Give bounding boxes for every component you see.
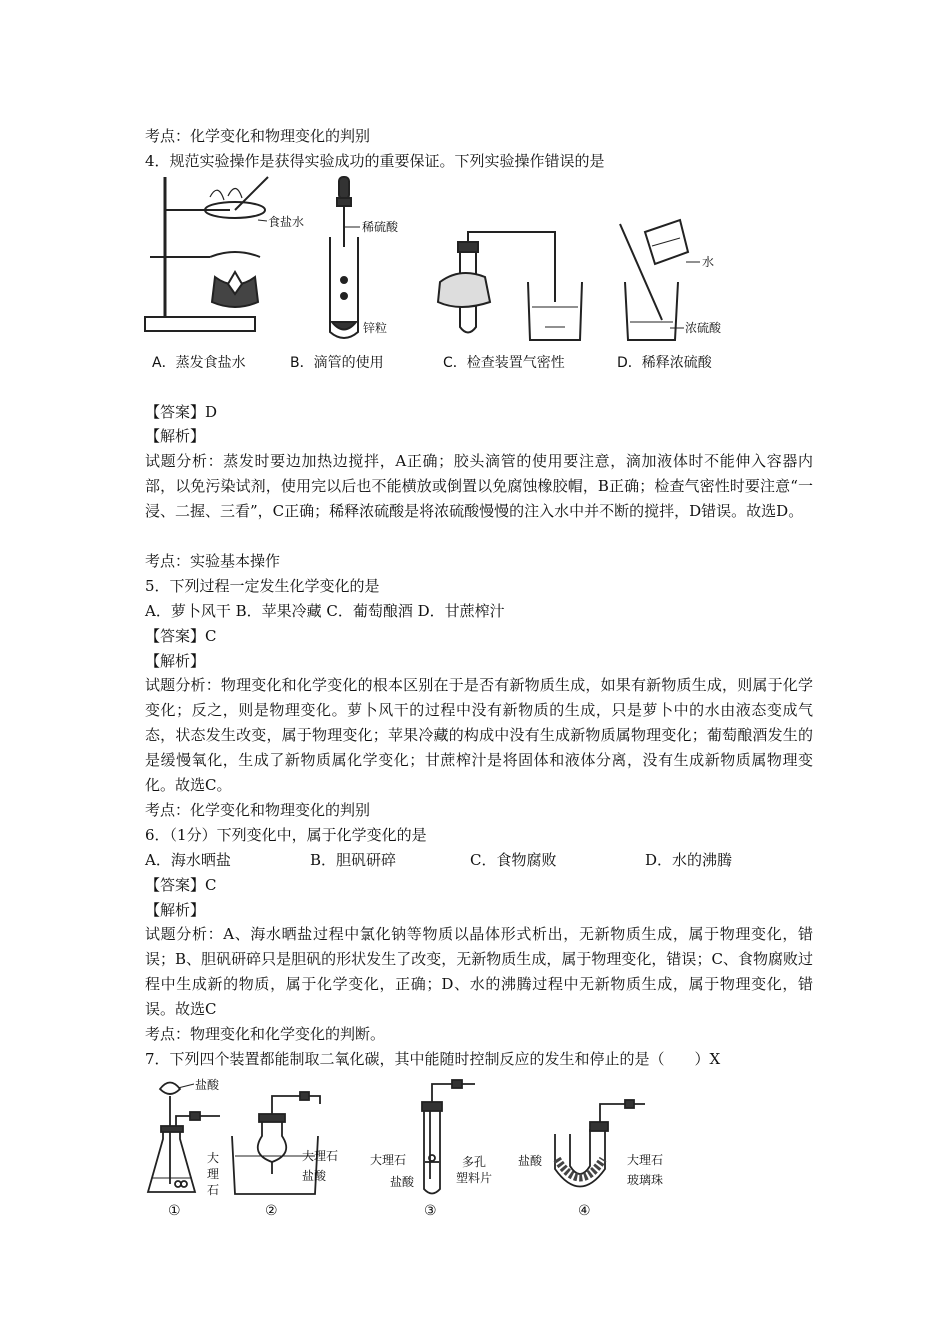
q4-stem: 4．规范实验操作是获得实验成功的重要保证。下列实验操作错误的是 bbox=[145, 152, 605, 170]
label-salt-water: 食盐水 bbox=[268, 215, 305, 229]
q4-analysis-title: 【解析】 bbox=[145, 427, 206, 445]
q4-option-d: D．稀释浓硫酸 bbox=[617, 355, 712, 371]
label-hcl-4: 盐酸 bbox=[518, 1154, 543, 1168]
q4-answer: 【答案】D bbox=[145, 403, 218, 421]
label-hcl-1: 盐酸 bbox=[195, 1078, 220, 1092]
q5-answer: 【答案】C bbox=[145, 627, 217, 645]
q4-option-b: B．滴管的使用 bbox=[290, 355, 384, 371]
label-porous-2: 塑料片 bbox=[456, 1171, 493, 1185]
q4-analysis: 试题分析：蒸发时要边加热边搅拌，A正确；胶头滴管的使用要注意，滴加液体时不能伸入容器内部，以免污染试剂，使用完以后也不能横放或倒置以免腐蚀橡胶帽，B正确；检查气密性时要注意“一浸、二握、三看”，C正确；稀释浓硫酸是将浓硫酸慢慢的注入水中并不断的搅拌，D错误。故选D。 bbox=[145, 452, 813, 520]
dilution-apparatus bbox=[620, 220, 688, 340]
q7-figure bbox=[140, 1074, 700, 1224]
label-marble-4: 大理石 bbox=[627, 1153, 664, 1167]
q7-caption-4: ④ bbox=[578, 1203, 591, 1219]
q7-caption-3: ③ bbox=[424, 1203, 437, 1219]
q6-stem: 6．（1分）下列变化中，属于化学变化的是 bbox=[145, 826, 427, 844]
q6-option-c: C．食物腐败 bbox=[470, 851, 557, 869]
label-marble-1b: 理 bbox=[207, 1167, 220, 1181]
label-conc-acid: 浓硫酸 bbox=[685, 321, 722, 335]
q5-analysis: 试题分析：物理变化和化学变化的根本区别在于是否有新物质生成，如果有新物质生成，则属于化学变化；反之，则是物理变化。萝卜风干的过程中没有新物质的生成，只是萝卜中的水由液态变成气态，状态发生改变，属于物理变化；苹果冷藏的构成中没有生成新物质属物理变化；葡萄酿酒发生的是缓慢氧化，生成了新物质属化学变化；甘蔗榨汁是将固体和液体分离，没有生成新物质属物理变化。故选C。 bbox=[145, 676, 813, 794]
q6-answer: 【答案】C bbox=[145, 876, 217, 894]
q6-analysis-title: 【解析】 bbox=[145, 901, 206, 919]
label-marble-1a: 大 bbox=[207, 1151, 220, 1165]
label-hcl-3: 盐酸 bbox=[390, 1175, 415, 1189]
q4-option-a: A．蒸发食盐水 bbox=[152, 355, 246, 371]
q6-option-b: B．胆矾研碎 bbox=[310, 851, 397, 869]
q5-kaodian: 考点：化学变化和物理变化的判别 bbox=[145, 801, 371, 819]
q5-stem: 5．下列过程一定发生化学变化的是 bbox=[145, 577, 380, 595]
label-marble-2: 大理石 bbox=[302, 1149, 339, 1163]
q7-stem: 7．下列四个装置都能制取二氧化碳，其中能随时控制反应的发生和停止的是（ ）X bbox=[145, 1050, 721, 1068]
label-porous-1: 多孔 bbox=[462, 1155, 487, 1169]
q4-figure bbox=[140, 172, 740, 344]
q6-analysis: 试题分析：A、海水晒盐过程中氯化钠等物质以晶体形式析出，无新物质生成，属于物理变化，错误；B、胆矾研碎只是胆矾的形状发生了改变，无新物质生成，属于物理变化，错误；C、食物腐败过程中生成新的物质，属于化学变化，正确；D、水的沸腾过程中无新物质生成，属于物理变化，错误。故选C bbox=[145, 925, 813, 1018]
airtightness-apparatus bbox=[438, 232, 582, 340]
label-water: 水 bbox=[702, 255, 715, 269]
label-hcl-2: 盐酸 bbox=[302, 1169, 327, 1183]
q4-kaodian: 考点：实验基本操作 bbox=[145, 552, 281, 570]
q6-options bbox=[145, 850, 732, 870]
label-glass-beads: 玻璃珠 bbox=[627, 1173, 664, 1187]
q3-kaodian: 考点：化学变化和物理变化的判别 bbox=[145, 127, 371, 145]
q7-caption-2: ② bbox=[265, 1203, 278, 1219]
q6-option-a: A．海水晒盐 bbox=[145, 851, 231, 869]
q5-options: A．萝卜风干 B．苹果冷藏 C．葡萄酿酒 D．甘蔗榨汁 bbox=[145, 602, 505, 620]
label-zinc: 锌粒 bbox=[363, 321, 388, 335]
q6-kaodian: 考点：物理变化和化学变化的判断。 bbox=[145, 1025, 386, 1043]
q5-analysis-title: 【解析】 bbox=[145, 652, 206, 670]
dropper-test-tube bbox=[330, 177, 358, 338]
label-marble-1c: 石 bbox=[207, 1183, 220, 1197]
label-marble-3: 大理石 bbox=[370, 1153, 407, 1167]
q6-option-d: D．水的沸腾 bbox=[645, 851, 733, 869]
q7-caption-1: ① bbox=[168, 1203, 181, 1219]
label-dilute-acid: 稀硫酸 bbox=[362, 220, 399, 234]
q4-option-c: C．检查装置气密性 bbox=[443, 355, 565, 371]
evaporation-apparatus bbox=[145, 177, 268, 331]
